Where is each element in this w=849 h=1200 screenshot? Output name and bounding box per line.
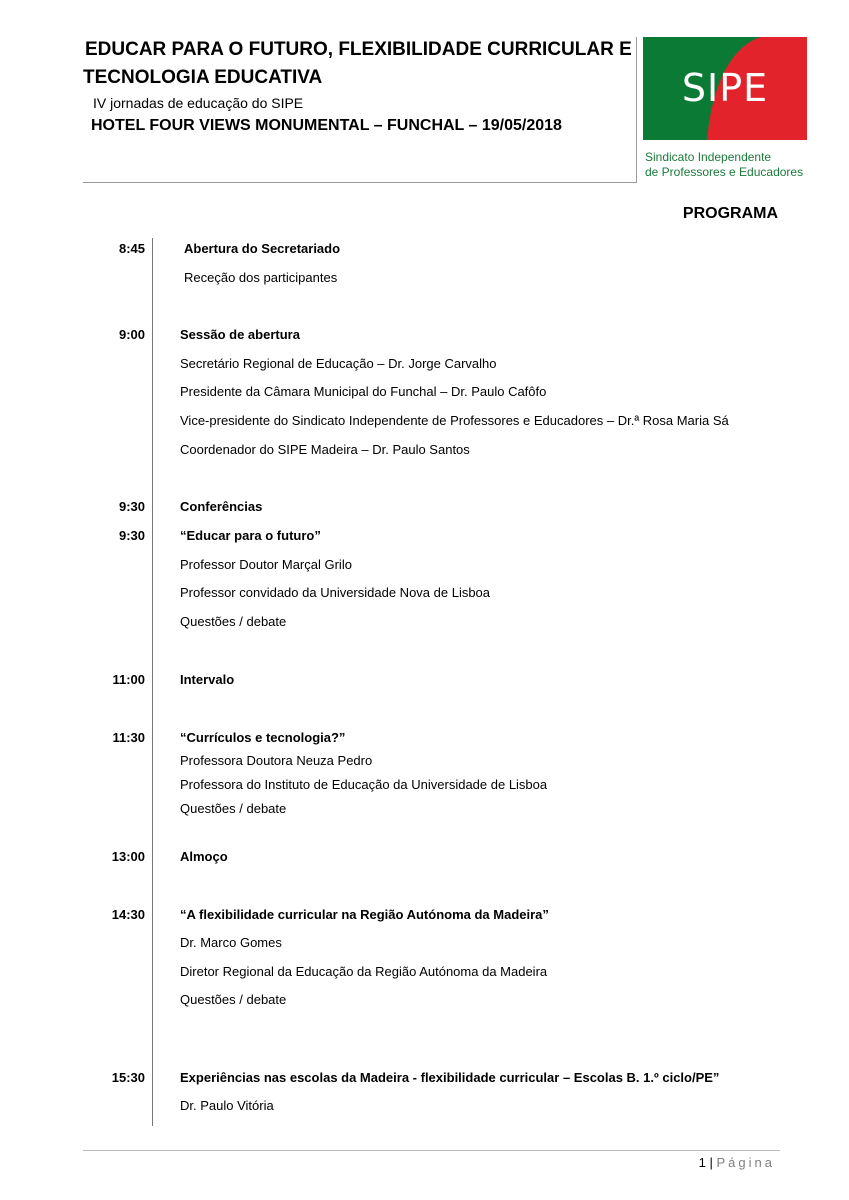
program-item-title: “Educar para o futuro” <box>180 528 321 543</box>
program-item-detail: Questões / debate <box>180 801 287 816</box>
footer-divider <box>83 1150 780 1151</box>
time-slot: 11:30 <box>112 730 145 745</box>
page-footer <box>699 1155 775 1171</box>
footer-separator: | <box>709 1155 713 1170</box>
logo-caption-line2: de Professores e Educadores <box>645 165 804 179</box>
program-item-detail: Secretário Regional de Educação – Dr. Jorge Carvalho <box>180 356 497 371</box>
timeline-divider <box>152 238 153 1126</box>
program-item-detail: Coordenador do SIPE Madeira – Dr. Paulo Santos <box>180 442 470 457</box>
program-item-title: Abertura do Secretariado <box>184 241 341 256</box>
document-subtitle: IV jornadas de educação do SIPE <box>93 95 304 111</box>
sipe-logo <box>643 37 807 140</box>
time-slot: 9:30 <box>118 499 145 514</box>
sipe-logo-text: SIPE <box>681 66 769 110</box>
program-item-detail: Diretor Regional da Educação da Região Autónoma da Madeira <box>180 964 548 979</box>
page-word: Página <box>716 1155 775 1170</box>
program-item-detail: Professora Doutora Neuza Pedro <box>180 753 373 768</box>
program-item-detail: Questões / debate <box>180 992 287 1007</box>
header-divider <box>83 182 636 183</box>
program-item-detail: Dr. Marco Gomes <box>180 935 282 950</box>
program-item-detail: Questões / debate <box>180 614 287 629</box>
program-item-detail: Presidente da Câmara Municipal do Funchal – Dr. Paulo Cafôfo <box>180 384 547 399</box>
header-vertical-divider <box>636 37 637 183</box>
program-item-detail: Professor Doutor Marçal Grilo <box>180 557 352 572</box>
program-item-title: Intervalo <box>180 672 235 687</box>
program-item-title: “A flexibilidade curricular na Região Autónoma da Madeira” <box>180 907 549 922</box>
time-slot: 8:45 <box>118 241 145 256</box>
time-slot: 9:00 <box>118 327 145 342</box>
program-item-detail: Professora do Instituto de Educação da Universidade de Lisboa <box>180 777 548 792</box>
logo-caption-line1: Sindicato Independente <box>645 150 772 164</box>
time-slot: 13:00 <box>111 849 145 864</box>
program-item-title: Sessão de abertura <box>180 327 300 342</box>
program-item-title: “Currículos e tecnologia?” <box>180 730 346 745</box>
document-title-line1: EDUCAR PARA O FUTURO, FLEXIBILIDADE CURRICULAR E <box>85 39 632 60</box>
program-item-detail: Vice-presidente do Sindicato Independente de Professores e Educadores – Dr.ª Rosa Maria Sá <box>180 413 729 428</box>
time-slot: 14:30 <box>111 907 145 922</box>
programa-heading: PROGRAMA <box>682 205 778 222</box>
program-item-title: Experiências nas escolas da Madeira - flexibilidade curricular – Escolas B. 1.º ciclo/PE” <box>180 1070 720 1085</box>
program-item-detail: Dr. Paulo Vitória <box>180 1098 274 1113</box>
time-slot: 9:30 <box>118 528 145 543</box>
document-title-line2: TECNOLOGIA EDUCATIVA <box>83 67 323 88</box>
program-item-title: Almoço <box>180 849 228 864</box>
event-venue-date: HOTEL FOUR VIEWS MONUMENTAL – FUNCHAL – 19/05/2018 <box>91 117 562 134</box>
program-item-detail: Receção dos participantes <box>184 270 338 285</box>
program-item-detail: Professor convidado da Universidade Nova de Lisboa <box>180 585 491 600</box>
logo-caption <box>645 150 803 180</box>
time-slot: 11:00 <box>112 672 145 687</box>
time-slot: 15:30 <box>111 1070 145 1085</box>
page-number: 1 <box>698 1155 706 1170</box>
program-item-title: Conferências <box>180 499 263 514</box>
